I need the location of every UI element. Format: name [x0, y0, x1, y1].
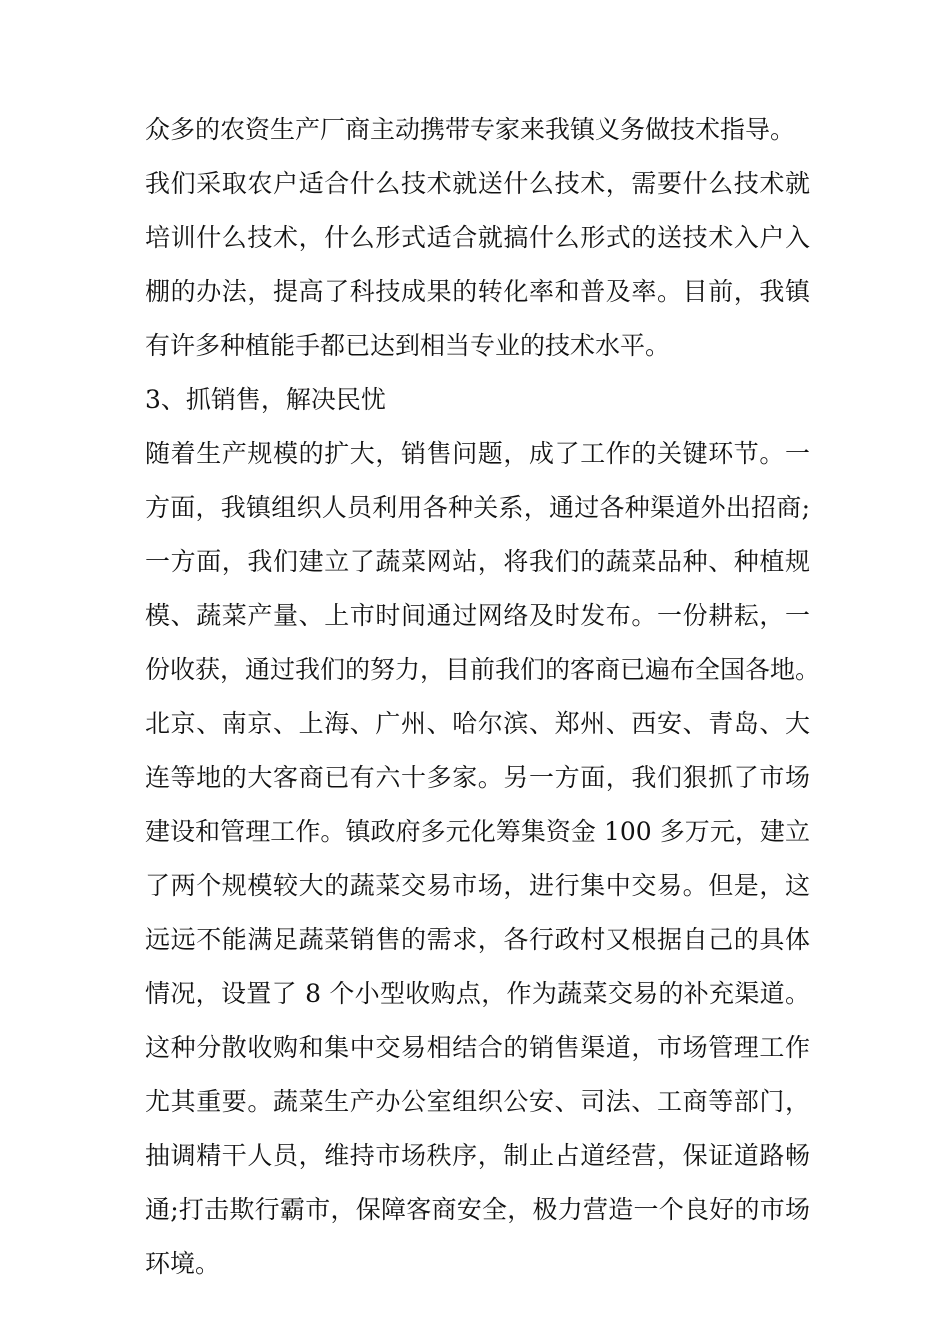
text-line: 随着生产规模的扩大，销售问题，成了工作的关键环节。一 — [145, 439, 810, 468]
text-line: 环境。 — [145, 1249, 221, 1278]
text-line: 模、蔬菜产量、上市时间通过网络及时发布。一份耕耘，一 — [145, 601, 810, 630]
text-line: 尤其重要。蔬菜生产办公室组织公安、司法、工商等部门， — [145, 1087, 810, 1116]
text-line: 这种分散收购和集中交易相结合的销售渠道，市场管理工作 — [145, 1033, 810, 1062]
text-line: 连等地的大客商已有六十多家。另一方面，我们狠抓了市场 — [145, 763, 810, 792]
text-line: 建设和管理工作。镇政府多元化筹集资金 100 多万元，建立 — [145, 817, 810, 846]
text-line: 有许多种植能手都已达到相当专业的技术水平。 — [145, 331, 671, 360]
text-line: 培训什么技术，什么形式适合就搞什么形式的送技术入户入 — [145, 223, 810, 252]
text-line: 我们采取农户适合什么技术就送什么技术，需要什么技术就 — [145, 169, 810, 198]
text-line: 了两个规模较大的蔬菜交易市场，进行集中交易。但是，这 — [145, 871, 810, 900]
text-line: 北京、南京、上海、广州、哈尔滨、郑州、西安、青岛、大 — [145, 709, 810, 738]
text-line: 远远不能满足蔬菜销售的需求，各行政村又根据自己的具体 — [145, 925, 810, 954]
section-heading: 3、抓销售，解决民忧 — [145, 385, 386, 414]
text-line: 众多的农资生产厂商主动携带专家来我镇义务做技术指导。 — [145, 115, 796, 144]
text-line: 一方面，我们建立了蔬菜网站，将我们的蔬菜品种、种植规 — [145, 547, 810, 576]
text-line: 情况，设置了 8 个小型收购点，作为蔬菜交易的补充渠道。 — [145, 979, 810, 1008]
text-line: 份收获，通过我们的努力，目前我们的客商已遍布全国各地。 — [145, 655, 821, 684]
body-text — [145, 103, 821, 1291]
text-line: 抽调精干人员，维持市场秩序，制止占道经营，保证道路畅 — [145, 1141, 810, 1170]
text-line: 通;打击欺行霸市，保障客商安全，极力营造一个良好的市场 — [145, 1195, 810, 1224]
text-line: 方面，我镇组织人员利用各种关系，通过各种渠道外出招商; — [145, 493, 810, 522]
text-line: 棚的办法，提高了科技成果的转化率和普及率。目前，我镇 — [145, 277, 810, 306]
